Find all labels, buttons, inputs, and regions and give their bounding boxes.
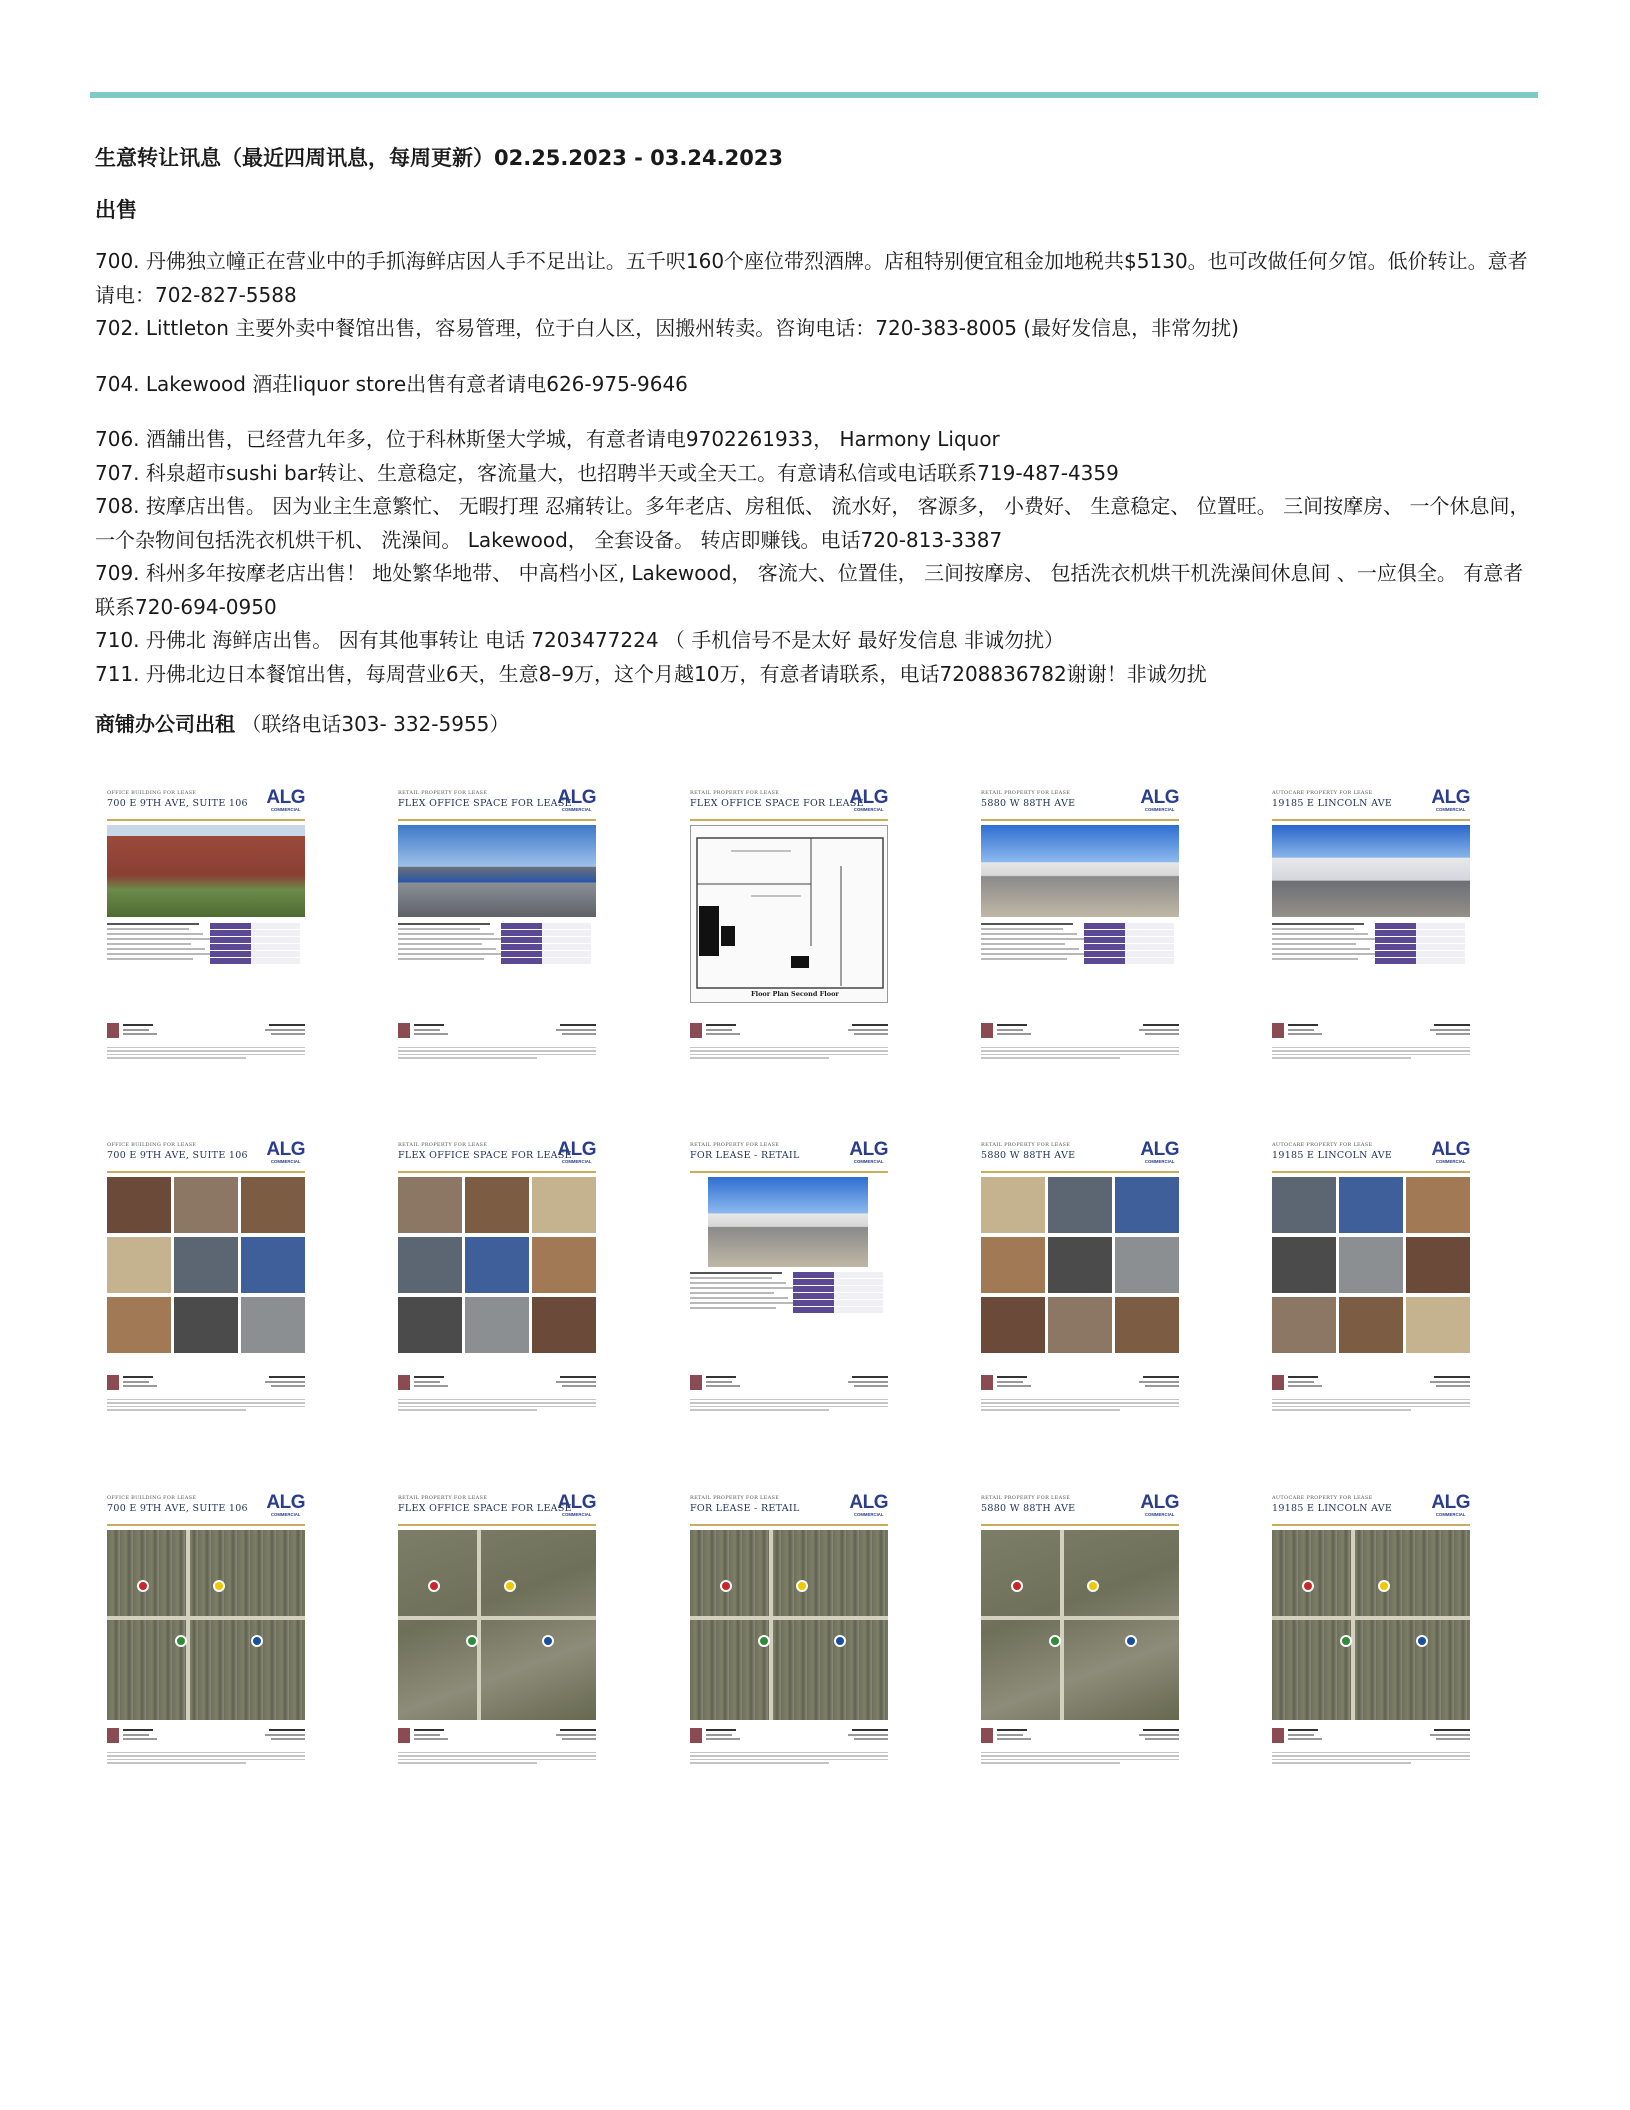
flyer-divider	[981, 819, 1179, 821]
logo-subtext: COMMERCIAL	[270, 1159, 301, 1164]
floor-plan-caption: Floor Plan Second Floor	[751, 990, 839, 998]
flyer-agent-footer	[1272, 1728, 1470, 1750]
listing-item: 704. Lakewood 酒荘liquor store出售有意者请电626-975-9646	[95, 371, 688, 396]
alg-logo	[266, 1494, 305, 1517]
flyer-photo	[981, 825, 1179, 917]
property-flyer	[969, 1137, 1189, 1437]
flyer-divider	[981, 1171, 1179, 1173]
logo-subtext: COMMERCIAL	[270, 807, 301, 812]
flyer-category: RETAIL PROPERTY FOR LEASE	[981, 1142, 1071, 1148]
lease-contact: （联络电话303- 332-5955）	[241, 712, 510, 736]
flyer-category: RETAIL PROPERTY FOR LEASE	[398, 790, 488, 796]
flyer-title: FLEX OFFICE SPACE FOR LEASE	[690, 798, 864, 809]
page-content	[95, 143, 1540, 739]
agent-avatar	[690, 1728, 702, 1743]
alg-logo	[557, 1494, 596, 1517]
flyer-category: RETAIL PROPERTY FOR LEASE	[690, 1142, 780, 1148]
logo-subtext: COMMERCIAL	[853, 807, 884, 812]
flyer-category: RETAIL PROPERTY FOR LEASE	[690, 1495, 780, 1501]
flyer-disclaimer	[107, 1047, 305, 1061]
flyer-divider	[398, 1171, 596, 1173]
flyer-summary-table	[1375, 923, 1465, 965]
flyer-photo	[107, 825, 305, 917]
logo-text: ALG	[1140, 1139, 1179, 1160]
flyer-category: AUTOCARE PROPERTY FOR LEASE	[1272, 790, 1373, 796]
flyer-divider	[690, 1171, 888, 1173]
page-title: 生意转让讯息（最近四周讯息，每周更新）02.25.2023 - 03.24.2023	[95, 146, 784, 170]
logo-text: ALG	[1431, 1139, 1470, 1160]
lease-title: 商铺办公司出租	[95, 712, 235, 736]
flyer-title: 5880 W 88TH AVE	[981, 1150, 1076, 1161]
alg-logo	[849, 1494, 888, 1517]
flyer-agent-footer	[981, 1728, 1179, 1750]
flyer-title: FLEX OFFICE SPACE FOR LEASE	[398, 798, 572, 809]
flyer-agent-footer	[1272, 1023, 1470, 1045]
flyer-disclaimer	[1272, 1752, 1470, 1766]
flyer-title: FOR LEASE - RETAIL	[690, 1503, 800, 1514]
flyer-agent-footer	[690, 1023, 888, 1045]
property-flyer	[1260, 1137, 1480, 1437]
property-flyer	[386, 1137, 606, 1437]
logo-text: ALG	[849, 787, 888, 808]
flyer-divider	[398, 1524, 596, 1526]
flyer-category: RETAIL PROPERTY FOR LEASE	[398, 1495, 488, 1501]
alg-logo	[1431, 1141, 1470, 1164]
flyer-divider	[107, 1524, 305, 1526]
flyer-disclaimer	[981, 1399, 1179, 1413]
logo-text: ALG	[1140, 1492, 1179, 1513]
flyer-agent-footer	[107, 1023, 305, 1045]
flyer-category: OFFICE BUILDING FOR LEASE	[107, 1495, 197, 1501]
flyer-description	[981, 923, 1186, 998]
alg-logo	[849, 1141, 888, 1164]
flyer-agent-footer	[107, 1728, 305, 1750]
agent-avatar	[981, 1023, 993, 1038]
flyer-photo	[107, 1177, 305, 1355]
logo-text: ALG	[557, 787, 596, 808]
flyer-category: RETAIL PROPERTY FOR LEASE	[981, 1495, 1071, 1501]
flyer-divider	[690, 819, 888, 821]
property-flyer	[1260, 785, 1480, 1085]
flyer-category: OFFICE BUILDING FOR LEASE	[107, 1142, 197, 1148]
flyer-divider	[398, 819, 596, 821]
flyer-agent-footer	[398, 1375, 596, 1397]
flyer-photo	[981, 1177, 1179, 1355]
property-flyer	[678, 1490, 898, 1790]
logo-subtext: COMMERCIAL	[853, 1512, 884, 1517]
logo-subtext: COMMERCIAL	[561, 1512, 592, 1517]
listing-list	[95, 245, 1540, 691]
agent-avatar	[981, 1728, 993, 1743]
flyer-divider	[1272, 1524, 1470, 1526]
flyer-agent-footer	[690, 1375, 888, 1397]
alg-logo	[1431, 789, 1470, 812]
flyer-divider	[1272, 819, 1470, 821]
agent-avatar	[398, 1375, 410, 1390]
logo-subtext: COMMERCIAL	[1435, 1512, 1466, 1517]
listing-item: 706. 酒舗出售，已经营九年多，位于科林斯堡大学城，有意者请电9702261933， Harmony Liquor	[95, 427, 1000, 451]
flyer-disclaimer	[981, 1047, 1179, 1061]
flyer-disclaimer	[398, 1752, 596, 1766]
alg-logo	[557, 789, 596, 812]
logo-subtext: COMMERCIAL	[1435, 1159, 1466, 1164]
flyer-disclaimer	[107, 1752, 305, 1766]
agent-avatar	[107, 1375, 119, 1390]
agent-avatar	[690, 1023, 702, 1038]
alg-logo	[266, 1141, 305, 1164]
flyer-title: 700 E 9TH AVE, SUITE 106	[107, 1503, 248, 1514]
lease-section-heading	[95, 709, 1540, 739]
property-flyer	[386, 1490, 606, 1790]
flyer-disclaimer	[107, 1399, 305, 1413]
flyer-photo	[1272, 1530, 1470, 1720]
logo-subtext: COMMERCIAL	[561, 807, 592, 812]
agent-avatar	[398, 1728, 410, 1743]
alg-logo	[1140, 789, 1179, 812]
flyer-title: 19185 E LINCOLN AVE	[1272, 1150, 1393, 1161]
logo-subtext: COMMERCIAL	[1435, 807, 1466, 812]
logo-subtext: COMMERCIAL	[561, 1159, 592, 1164]
flyer-divider	[107, 1171, 305, 1173]
flyer-category: RETAIL PROPERTY FOR LEASE	[398, 1142, 488, 1148]
flyer-description	[690, 1272, 895, 1347]
alg-logo	[557, 1141, 596, 1164]
flyer-summary-table	[1084, 923, 1174, 965]
listing-item: 710. 丹佛北 海鲜店出售。 因有其他事转让 电话 7203477224 （ 手机信号不是太好 最好发信息 非诚勿扰）	[95, 628, 1064, 652]
logo-text: ALG	[557, 1139, 596, 1160]
flyer-title: 700 E 9TH AVE, SUITE 106	[107, 798, 248, 809]
property-flyer	[969, 785, 1189, 1085]
flyer-description	[1272, 923, 1477, 998]
logo-subtext: COMMERCIAL	[1144, 807, 1175, 812]
logo-text: ALG	[849, 1492, 888, 1513]
agent-avatar	[1272, 1023, 1284, 1038]
flyer-photo	[107, 1530, 305, 1720]
flyer-disclaimer	[981, 1752, 1179, 1766]
flyer-disclaimer	[690, 1752, 888, 1766]
property-flyer	[386, 785, 606, 1085]
property-flyer	[678, 785, 898, 1085]
flyer-photo	[981, 1530, 1179, 1720]
alg-logo	[266, 789, 305, 812]
flyer-title: 5880 W 88TH AVE	[981, 1503, 1076, 1514]
agent-avatar	[1272, 1375, 1284, 1390]
flyer-description	[398, 923, 603, 998]
flyer-photo	[690, 825, 888, 1003]
alg-logo	[1140, 1141, 1179, 1164]
flyer-disclaimer	[1272, 1047, 1470, 1061]
flyer-title: 5880 W 88TH AVE	[981, 798, 1076, 809]
agent-avatar	[107, 1023, 119, 1038]
logo-text: ALG	[849, 1139, 888, 1160]
flyer-divider	[1272, 1171, 1470, 1173]
property-flyer	[678, 1137, 898, 1437]
flyer-divider	[690, 1524, 888, 1526]
property-flyer	[95, 1490, 315, 1790]
alg-logo	[1431, 1494, 1470, 1517]
flyer-agent-footer	[398, 1728, 596, 1750]
agent-avatar	[1272, 1728, 1284, 1743]
listing-item: 702. Littleton 主要外卖中餐馆出售，容易管理，位于白人区，因搬州转卖。咨询电话：720-383-8005 (最好发信息，非常勿扰)	[95, 316, 1239, 340]
flyer-category: AUTOCARE PROPERTY FOR LEASE	[1272, 1142, 1373, 1148]
logo-text: ALG	[1431, 787, 1470, 808]
agent-avatar	[398, 1023, 410, 1038]
flyer-photo	[1272, 825, 1470, 917]
flyer-photo	[708, 1177, 868, 1267]
flyer-title: 700 E 9TH AVE, SUITE 106	[107, 1150, 248, 1161]
flyer-disclaimer	[398, 1047, 596, 1061]
flyer-category: RETAIL PROPERTY FOR LEASE	[981, 790, 1071, 796]
flyer-agent-footer	[690, 1728, 888, 1750]
flyer-title: 19185 E LINCOLN AVE	[1272, 1503, 1393, 1514]
flyer-agent-footer	[107, 1375, 305, 1397]
logo-text: ALG	[266, 1139, 305, 1160]
top-accent-bar	[90, 92, 1538, 98]
flyer-title: FOR LEASE - RETAIL	[690, 1150, 800, 1161]
flyer-agent-footer	[981, 1023, 1179, 1045]
property-flyer	[1260, 1490, 1480, 1790]
flyer-photo	[398, 1530, 596, 1720]
listing-item: 700. 丹佛独立幢正在营业中的手抓海鲜店因人手不足出让。五千呎160个座位带烈酒牌。店租特别便宜租金加地税共$5130。也可改做任何夕馆。低价转让。意者请电：702-827-5588	[95, 249, 1528, 307]
property-flyer	[95, 785, 315, 1085]
flyer-photo	[690, 1530, 888, 1720]
logo-text: ALG	[266, 787, 305, 808]
logo-subtext: COMMERCIAL	[270, 1512, 301, 1517]
flyer-disclaimer	[1272, 1399, 1470, 1413]
flyer-category: AUTOCARE PROPERTY FOR LEASE	[1272, 1495, 1373, 1501]
flyer-photo	[398, 825, 596, 917]
listing-item: 711. 丹佛北边日本餐馆出售，每周营业6天，生意8–9万，这个月越10万，有意者请联系，电话7208836782谢谢！非诚勿扰	[95, 661, 1207, 686]
property-flyer	[95, 1137, 315, 1437]
flyer-summary-table	[793, 1272, 883, 1314]
flyer-description	[107, 923, 312, 998]
logo-subtext: COMMERCIAL	[1144, 1159, 1175, 1164]
agent-avatar	[981, 1375, 993, 1390]
flyer-category: OFFICE BUILDING FOR LEASE	[107, 790, 197, 796]
flyer-agent-footer	[1272, 1375, 1470, 1397]
flyer-category: RETAIL PROPERTY FOR LEASE	[690, 790, 780, 796]
section-heading-sale: 出售	[95, 198, 137, 222]
logo-text: ALG	[1140, 787, 1179, 808]
listing-item: 707. 科泉超市sushi bar转让、生意稳定，客流量大，也招聘半天或全天工。有意请私信或电话联系719-487-4359	[95, 460, 1119, 485]
listing-item: 708. 按摩店出售。 因为业主生意繁忙、 无暇打理 忍痛转让。多年老店、房租低、 流水好， 客源多， 小费好、 生意稳定、 位置旺。 三间按摩房、 一个休息间，一个杂物间包括洗衣机烘干机、 洗澡间。 Lakewood， 全套设备。 转店即赚钱。电话720-813-3387	[95, 494, 1530, 552]
flyer-agent-footer	[398, 1023, 596, 1045]
agent-avatar	[107, 1728, 119, 1743]
logo-text: ALG	[557, 1492, 596, 1513]
property-flyer	[969, 1490, 1189, 1790]
alg-logo	[849, 789, 888, 812]
flyer-divider	[981, 1524, 1179, 1526]
flyer-agent-footer	[981, 1375, 1179, 1397]
logo-subtext: COMMERCIAL	[853, 1159, 884, 1164]
flyer-title: FLEX OFFICE SPACE FOR LEASE	[398, 1503, 572, 1514]
logo-subtext: COMMERCIAL	[1144, 1512, 1175, 1517]
flyer-divider	[107, 819, 305, 821]
flyer-photo	[398, 1177, 596, 1355]
alg-logo	[1140, 1494, 1179, 1517]
flyer-summary-table	[210, 923, 300, 965]
flyer-disclaimer	[690, 1399, 888, 1413]
flyer-disclaimer	[690, 1047, 888, 1061]
flyer-photo	[1272, 1177, 1470, 1355]
flyer-title: FLEX OFFICE SPACE FOR LEASE	[398, 1150, 572, 1161]
agent-avatar	[690, 1375, 702, 1390]
logo-text: ALG	[1431, 1492, 1470, 1513]
flyer-disclaimer	[398, 1399, 596, 1413]
logo-text: ALG	[266, 1492, 305, 1513]
flyer-title: 19185 E LINCOLN AVE	[1272, 798, 1393, 809]
listing-item: 709. 科州多年按摩老店出售！ 地处繁华地带、 中高档小区, Lakewood， 客流大、位置佳， 三间按摩房、 包括洗衣机烘干机洗澡间休息间 、一应俱全。 有意者联系720-694-0950	[95, 561, 1524, 619]
flyer-summary-table	[501, 923, 591, 965]
